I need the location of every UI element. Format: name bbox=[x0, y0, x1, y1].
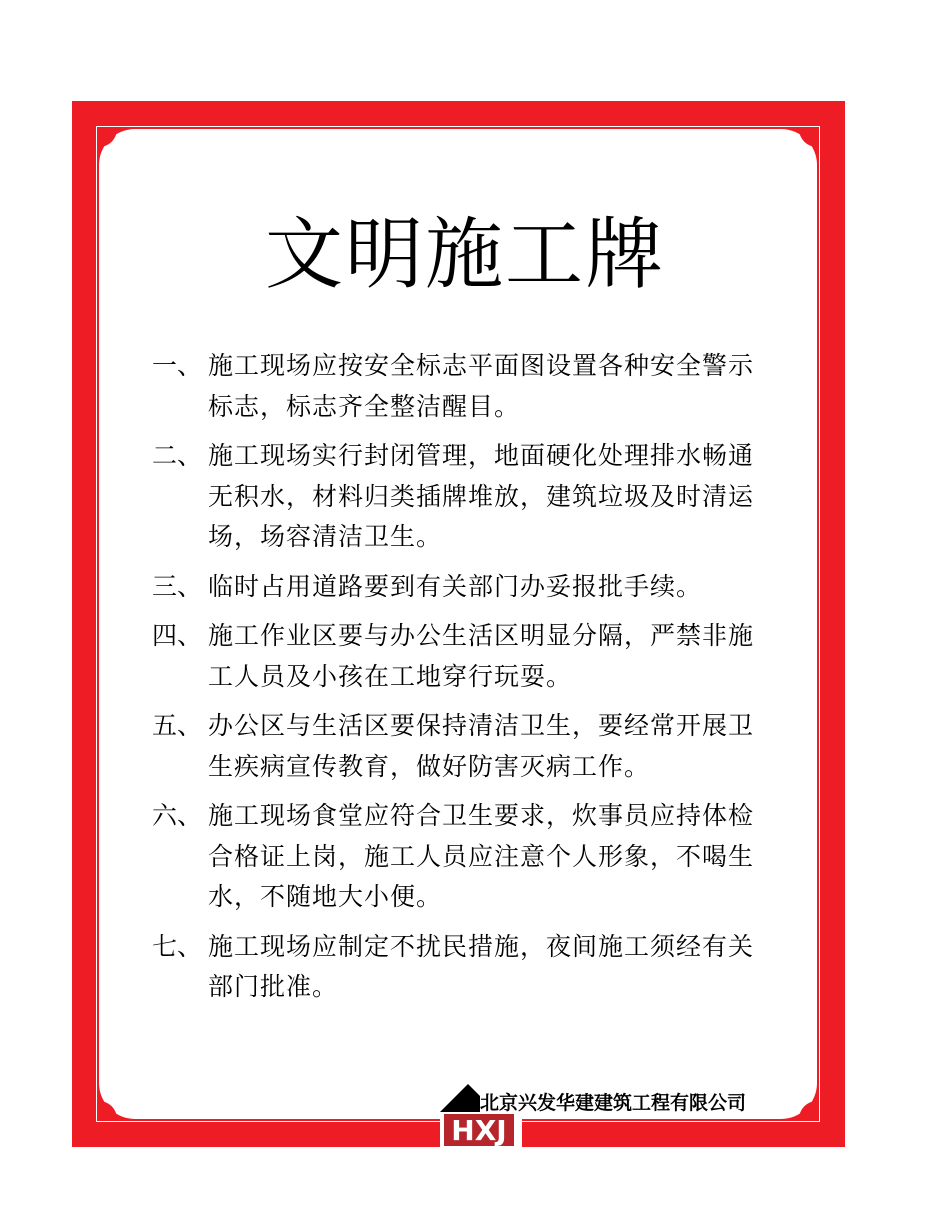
company-block bbox=[440, 1082, 785, 1148]
rule-text: 施工作业区要与办公生活区明显分隔，严禁非施工人员及小孩在工地穿行玩耍。 bbox=[208, 621, 755, 691]
rule-number: 四、 bbox=[152, 621, 203, 650]
company-name: 北京兴发华建建筑工程有限公司 bbox=[480, 1092, 747, 1114]
rule-text: 办公区与生活区要保持清洁卫生，要经常开展卫生疾病宣传教育，做好防害灭病工作。 bbox=[208, 711, 755, 781]
rule-text: 临时占用道路要到有关部门办妥报批手续。 bbox=[208, 571, 703, 601]
company-logo-letters: HXJ bbox=[451, 1114, 507, 1147]
rule-item bbox=[152, 346, 792, 427]
rule-number: 一、 bbox=[152, 351, 203, 380]
sign-title: 文明施工牌 bbox=[264, 210, 665, 301]
rule-text: 施工现场实行封闭管理，地面硬化处理排水畅通无积水，材料归类插牌堆放，建筑垃圾及时清运场，场容清洁卫生。 bbox=[208, 441, 755, 551]
rule-number: 三、 bbox=[152, 571, 203, 601]
rule-item bbox=[152, 436, 792, 558]
rule-number: 五、 bbox=[152, 711, 203, 740]
rule-number: 二、 bbox=[152, 441, 203, 470]
rule-item bbox=[152, 706, 792, 787]
rule-item bbox=[152, 567, 792, 608]
rule-text: 施工现场食堂应符合卫生要求，炊事员应持体检合格证上岗，施工人员应注意个人形象，不喝生水，不随地大小便。 bbox=[208, 801, 755, 911]
rule-text: 施工现场应制定不扰民措施，夜间施工须经有关部门批准。 bbox=[208, 931, 755, 1001]
rule-item bbox=[152, 616, 792, 697]
rules-list bbox=[152, 346, 792, 1017]
rule-number: 七、 bbox=[152, 931, 203, 961]
rule-text: 施工现场应按安全标志平面图设置各种安全警示标志，标志齐全整洁醒目。 bbox=[208, 351, 755, 421]
rule-number: 六、 bbox=[152, 801, 203, 830]
rule-item bbox=[152, 927, 792, 1008]
rule-item bbox=[152, 796, 792, 918]
